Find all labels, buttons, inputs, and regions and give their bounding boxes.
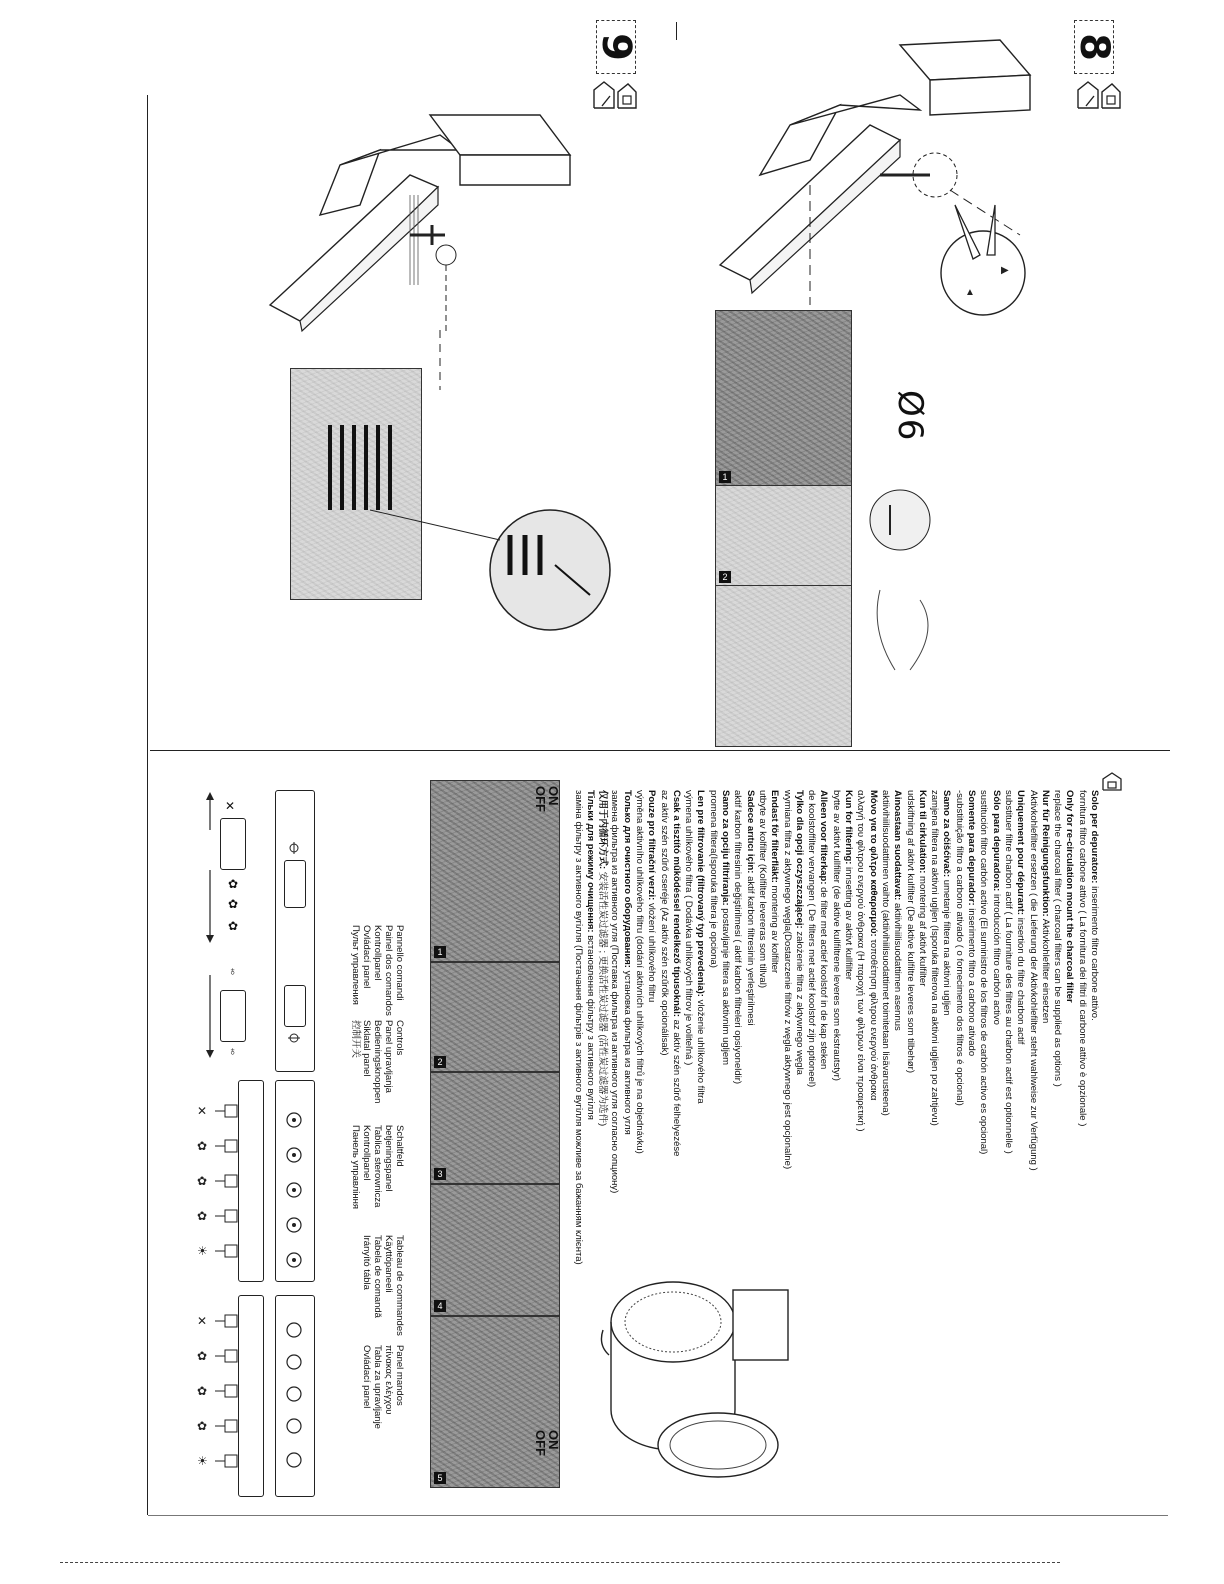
- svg-text:▶: ▶: [1001, 265, 1009, 276]
- text-line-2: fornitura filtro carbone attivo ( La fornitura dei filtri di carbone attivo è opzionale ): [1076, 790, 1088, 1127]
- hood-diagram-step9: [260, 95, 580, 335]
- filter-step-2: 2: [434, 1056, 446, 1068]
- svg-text:✿: ✿: [197, 1139, 208, 1153]
- svg-text:✕: ✕: [197, 1314, 208, 1328]
- svg-text:✿: ✿: [197, 1174, 208, 1188]
- text-line-23: Alleen voor filterkap: de filter met actief koolstof in de kap steken: [818, 790, 830, 1070]
- text-line-42: Тільки для режиму очищення: встановлення фільтру з активного вугілля: [584, 790, 596, 1120]
- text-line-12: -substituição filtro a carbono ativado ( o fornecimento dos filtros é opcional): [953, 790, 965, 1106]
- drill-bit-sketch: [850, 480, 970, 680]
- text-line-17: Ainoastaan suodattavat: aktiivihiilisuodattimen asennus: [892, 790, 904, 1031]
- button-legend-icons-1: [195, 1100, 240, 1270]
- hood-mode-icon: [1100, 770, 1124, 794]
- filter-photo-4: [430, 1184, 560, 1316]
- svg-text:✕: ✕: [197, 1104, 208, 1118]
- slider-knob-1[interactable]: [284, 860, 306, 908]
- drill-diameter-label: Ø6: [890, 390, 930, 443]
- slider-knob-2[interactable]: [284, 985, 306, 1027]
- slider-legend-arrows: [200, 790, 230, 1060]
- text-line-16: udskiftning af aktivt kulfilter (De aktive kulfiltre leveres som tilbehør): [904, 790, 916, 1073]
- photo-drilling: [715, 310, 852, 487]
- text-line-28: utbyte av kolfilter (Kolfilter levereras som tillval): [756, 790, 768, 988]
- text-line-25: Tylko dla opcji oczyszczającej: założenie filtra z aktywnego węgla: [793, 790, 805, 1075]
- svg-text:✿: ✿: [197, 1419, 208, 1433]
- text-line-13: Samo za očišćivač: umetanje filtera na aktivni ugljen: [941, 790, 953, 1016]
- ctrl-label-5-2: 控制开关: [350, 1020, 361, 1059]
- charcoal-filter-instructions: [571, 790, 1100, 1265]
- light-bulb-icon-slider: ♁: [228, 964, 237, 978]
- drill-step-1: 1: [719, 471, 731, 483]
- text-line-3: Only for re-circulation mount the charcoal filter: [1064, 790, 1076, 1003]
- filter-photo-5: [430, 1316, 560, 1488]
- text-line-21: Kun for filtering: innsetting av aktivt kullfilter: [843, 790, 855, 981]
- light-bulb-icon-slider-2: ♁: [228, 1044, 237, 1058]
- text-line-14: zamjena filtera na aktivni ugljen (Isporuka filterova na aktivni ugljen po zahtjevu): [929, 790, 941, 1126]
- filter-step-3: 3: [434, 1168, 446, 1180]
- panel-knobs: [283, 1320, 305, 1480]
- ctrl-label-1-2: Controls: [394, 1020, 405, 1056]
- filter-step-4: 4: [434, 1300, 446, 1312]
- text-line-29: Sadece arıtıcı için: aktif karbon filtresinin yerleştirilmesi: [744, 790, 756, 1026]
- text-line-10: sustitución filtro carbón activo (El suministro de los filtros de carbón activo es opcional): [978, 790, 990, 1155]
- panel-buttons: [283, 1110, 305, 1270]
- leader-lines-step9: [360, 330, 510, 550]
- svg-text:▲: ▲: [965, 287, 975, 298]
- text-line-6: Aktivkohlefilter ersetzen ( die Lieferung der Aktivkohlefilter steht wahlweise zur Verfügung ): [1027, 790, 1039, 1171]
- text-line-31: Samo za opciju filtriranja: postavljanje filtera sa aktivnim ugljem: [720, 790, 732, 1066]
- text-line-20: αλλαγή του φίλτρου ενεργού άνθρακα (Η παροχή των φίλτρων είναι προαιρετική ): [855, 790, 867, 1132]
- left-border: [147, 95, 148, 1515]
- ctrl-label-3-2: Bedieningsknoppen: [372, 1020, 383, 1104]
- text-line-24: de koolstoffilter vervangen ( De filters met actief koolstof zijn optioneel): [806, 790, 818, 1088]
- text-line-11: Somente para depurador: inserimento filtro a carbono ativado: [966, 790, 978, 1057]
- fan-speed2-icon-slider: ✿: [228, 897, 239, 911]
- controls-labels-col4: [361, 1235, 405, 1336]
- ctrl-label-2-2: Panel upravljanja: [383, 1020, 394, 1093]
- text-line-40: замена фильтра из активного угля (Поставка фильтра из активного угля согласно опциону): [609, 790, 621, 1194]
- text-line-22: bytte av aktivt kullfilter (de aktive kullfiltrene leveres som ekstrautstyr): [830, 790, 842, 1081]
- fan-speed3-icon-slider: ✿: [228, 919, 239, 933]
- page-number-9: 9: [596, 20, 636, 74]
- text-line-19: Μόνο για το φίλτρο καθαρισμού: τοποθέτηση φίλτρου ενεργού άνθρακα: [867, 790, 879, 1101]
- ctrl-label-3-1: Kontrollpanel: [372, 925, 383, 981]
- ctrl-label-2-5: πίνακας ελέγχου: [383, 1345, 394, 1415]
- ctrl-label-3-3: Tablica sterownicza: [372, 1125, 383, 1208]
- text-line-26: wymiana filtra z aktywnego węgla(Dostarczenie filtrów z węgla aktywnego jest opcjonalne): [781, 790, 793, 1170]
- text-line-32: promena filtera(Isporuka filtera je opciona): [707, 790, 719, 968]
- top-margin-tick: [676, 22, 677, 40]
- text-line-1: Solo per depuratore: inserimento filtro carbone attivo.: [1089, 790, 1100, 1021]
- svg-text:✿: ✿: [197, 1349, 208, 1363]
- fan-off-icon-slider: ✕: [225, 799, 236, 813]
- ctrl-label-4-2: Siklatal panel: [361, 1020, 372, 1077]
- mode-icons-8: [1074, 78, 1122, 114]
- text-line-35: Csak a tisztító működéssel rendelkező típusoknál: az aktív szén szűrő felhelyezése: [670, 790, 682, 1157]
- filter-photo-2: [430, 962, 560, 1072]
- ctrl-label-1-4: Tableau de commandes: [394, 1235, 405, 1336]
- ctrl-label-2-1: Painel dos comandos: [383, 925, 394, 1016]
- text-line-15: Kun til cirkulation: montering af aktivt kulfilter: [916, 790, 928, 987]
- ctrl-label-3-4: Tabela de comandă: [372, 1235, 383, 1318]
- bottom-scan-artifact: [60, 1562, 1060, 1563]
- charcoal-filter-illustration: [598, 1270, 808, 1485]
- ctrl-label-5-3: Панель управління: [350, 1125, 361, 1210]
- text-line-36: az aktív szén szűrő cseréje (Az aktív szén szűrők opcionálisak): [658, 790, 670, 1056]
- fan-speed1-icon-slider: ✿: [228, 877, 239, 891]
- fan-icon-panel-1: [288, 842, 300, 854]
- text-line-39: Только для очистного оборудования: установка фильтра из активного угля: [621, 790, 633, 1135]
- text-line-9: Sólo para depuradora: introducción filtro carbón activo: [990, 790, 1002, 1025]
- photo-rails-parts: [715, 585, 852, 747]
- controls-labels-col1: [350, 925, 405, 1016]
- text-line-30: aktif karbon filtresinin değiştirilmesi ( aktif karbon filtreleri opsiyoneldir): [732, 790, 744, 1085]
- ctrl-label-2-4: Käyttöpaneeli: [383, 1235, 394, 1293]
- filter-step-5: 5: [434, 1472, 446, 1484]
- svg-text:☀: ☀: [197, 1454, 208, 1468]
- ctrl-label-3-5: Tabla za upravljanje: [372, 1345, 383, 1429]
- text-line-33: Len pre filtrovanie (filtrovaný typ prevedenia): vloženie uhlíkového filtra: [695, 790, 707, 1104]
- center-divider: [150, 750, 1170, 751]
- svg-text:✿: ✿: [197, 1384, 208, 1398]
- fan-icon-panel-2: [288, 1032, 300, 1044]
- on-off-label-top: ON OFF: [533, 786, 561, 812]
- text-line-38: výměna aktivního uhlíkového filtru (dodání aktivních uhlíkových filtrů je na objednávku): [634, 790, 646, 1154]
- text-line-8: substituer filtre charbon actif ( La fourniture des filtres au charbon actif est optionnelle ): [1002, 790, 1014, 1154]
- mode-icons-9: [590, 78, 638, 114]
- text-line-34: výmena uhlíkového filtra ( Dodávka uhlíkových filtrov je voliteľná ): [683, 790, 695, 1066]
- text-line-5: Nur für Reinigungsfunktion: Aktivkohlefilter einsetzen: [1039, 790, 1051, 1024]
- page-number-8: 8: [1074, 20, 1114, 74]
- slider-control-panel: [275, 790, 315, 1072]
- drill-step-2: 2: [719, 571, 731, 583]
- controls-labels-col5: [361, 1345, 405, 1429]
- filter-photo-3: [430, 1072, 560, 1184]
- button-legend-icons-2: [195, 1310, 240, 1480]
- text-line-37: Pouze pro filtrační verzi: vložení uhlíkového filtru: [646, 790, 658, 1003]
- text-line-18: aktiivihiilisuodattimen vaihto (aktiivihiilisuodattimet toimitetaan lisävarusteena): [879, 790, 891, 1116]
- bottom-border: [148, 1515, 1168, 1516]
- text-line-41: 仅用于内循环方式: 安装活性炭过滤器 ; 更换活性炭过滤器 (活性炭过滤器为选件): [597, 790, 609, 1127]
- text-line-27: Endast för filterfläkt: montering av kolfilter: [769, 790, 781, 974]
- svg-text:☀: ☀: [197, 1244, 208, 1258]
- button-legend-strip-1: [238, 1080, 264, 1282]
- ctrl-label-1-3: Schaltfeld: [394, 1125, 405, 1167]
- on-off-label-bottom: ON OFF: [533, 1430, 561, 1456]
- photo-plugs: [715, 485, 852, 587]
- ctrl-label-1-1: Pannello comandi: [394, 925, 405, 1001]
- ctrl-label-2-3: betjeningspanel: [383, 1125, 394, 1192]
- text-line-43: заміна фільтру з активного вугілля (Постачання фільтрів з активного вугілля можливе за бажанням клієнта): [572, 790, 584, 1265]
- ctrl-label-4-1: Ovládací panel: [361, 925, 372, 989]
- ctrl-label-1-5: Panel mandos: [394, 1345, 405, 1406]
- controls-labels-col2: [350, 1020, 405, 1103]
- drill-target-circle: [935, 195, 1035, 325]
- ctrl-label-4-3: Kontrollpanel: [361, 1125, 372, 1181]
- ctrl-label-5-1: Пульт управления: [350, 925, 361, 1005]
- ctrl-label-4-4: Irányító tábla: [361, 1235, 372, 1290]
- filter-step-1: 1: [434, 946, 446, 958]
- controls-labels-col3: [350, 1125, 405, 1209]
- svg-text:✿: ✿: [197, 1209, 208, 1223]
- ctrl-label-4-5: Ovládací panel: [361, 1345, 372, 1409]
- button-legend-strip-2: [238, 1295, 264, 1497]
- text-line-4: replace the charcoal filter ( charcoal filters can be supplied as options ): [1052, 790, 1064, 1087]
- text-line-7: Uniquement pour dépurant: insertion du filtre charbon actif: [1015, 790, 1027, 1045]
